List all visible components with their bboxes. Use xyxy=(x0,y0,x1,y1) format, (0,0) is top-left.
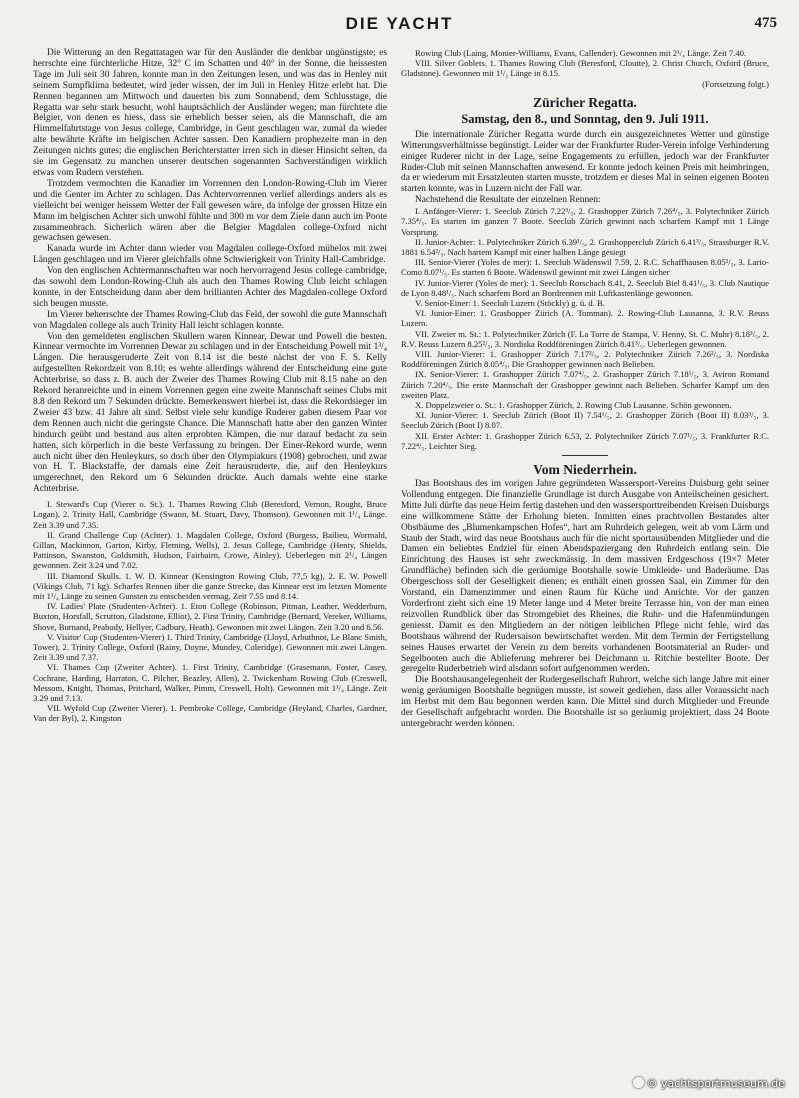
result-item: XII. Erster Achter: 1. Grashopper Zürich 6.53, 2. Polytechniker Zürich 7.07¹/₅, 3. Frankfurter R.C. 7.22⁴/₅. Leichter Sieg. xyxy=(401,430,769,451)
result-item: VI. Junior-Einer: 1. Grashopper Zürich (A. Tomman). 2. Rowing-Club Lausanna, 3. R.V. Reuss Luzern. xyxy=(401,308,769,329)
result-item: XI. Junior-Vierer: 1. Seeclub Zürich (Boot II) 7.54¹/₅, 2. Grashopper Zürich (Boot II) 8.03³/₅, 3. Seeclub Zürich (Boot I) 8.07. xyxy=(401,410,769,431)
result-item: IX. Senior-Vierer: 1. Grashopper Zürich 7.07⁴/₅, 2. Grashopper Zürich 7.18¹/₅, 3. Aviron Romand Zürich 7.20⁴/₅. Die erste Mannschaft der Grashopper gewinnt nach Belieben. Scharfer Kampf um den zweiten Platz. xyxy=(401,369,769,400)
watermark xyxy=(633,1077,785,1090)
paragraph: Im Vierer beherrschte der Thames Rowing-Club das Feld, der sowohl die gute Mannschaft von Magdalen college als auch Trinity Hall leicht schlagen konnte. xyxy=(33,309,387,331)
result-item: VII. Wyfold Cup (Zweiter Vierer). 1. Pembroke College, Cambridge (Heyland, Charles, Gardner, Van der Byl), 2. Kingston xyxy=(33,703,387,724)
paragraph: Von den gemeldeten englischen Skullern waren Kinnear, Dewar und Powell die besten. Kinnear vermochte im Vorrennen Dewar zu schlagen und in der Entscheidung Powell mit 1³/₄ Längen. Die herausgeruderte Zeit von 8.14 ist die beste nächst der von F. S. Kelly aufgestellten Rekordzeit von 8.10; es wehte allerdings während der Entscheidung eine gute Achterbrise, so dass z. B. auch der Zweier des Thames Rowing Club mit 8.15 nahe an den Rekord heranreichte und in einem Vorrennen gegen eine zweite Mannschaft seines Clubs mit 8.8 den Rekord um 7 Sekunden drückte. Bemerkenswert hierbei ist, dass die Rekordsieger im Zweier 43 bzw. 41 Jahre alt sind. Selbst viele sehr kundige Ruderer gaben diesem Paar vor dem Rennen auch nicht die geringste Chance. Die Mannschaft hatte aber den ganzen Winter hindurch geübt und bestand aus alten erprobten Kämpen, die nur darauf bedacht zu sein hatten, sich körperlich in die beste Verfassung zu bringen. Der Einer-Rekord wurde, wenn auch nicht über den Henleykurs, so doch über den Olympiakurs (1908) gebrochen, und zwar von H. T. Blackstaffe, der damals eine Zeit herausruderte, die, auf den Henleykurs umgerechnet, den Rekord um 6 Sekunden drückte. Auch damals wehte eine starke Achterbrise. xyxy=(33,331,387,495)
result-item: IV. Ladies' Plate (Studenten-Achter). 1. Eton College (Robinson, Pitman, Leather, Wedderburn, Buxton, Horsfall, Scrutton, Gladstone, Elliot), 2. First Trinity, Cambridge (Bernard, Vereker, Williams, Shove, Burnand, Peabody, Hellyer, Cadbury, Heath). Gewonnen mit zwei Längen. Zeit 3.20 und 6.56. xyxy=(33,601,387,632)
result-item: II. Grand Challenge Cup (Achter). 1. Magdalen College, Oxford (Burgess, Bailieu, Wormald, Gillan, Mackinnon, Garton, Kirby, Fleming, Wells), 2. Jesus College, Cambridge (Henty, Shields, Pattinson, Swanston, Goldsmith, Hudson, Fairbairn, Crowe, Ainley). Ueberlegen mit 2¹/₄ Längen gewonnen. Zeit 3.24 und 7.02. xyxy=(33,529,387,571)
paragraph: Kanada wurde im Achter dann wieder von Magdalen college-Oxford mühelos mit zwei Längen geschlagen und im Vierer gleichfalls ohne Schwierigkeit von Trinity Hall-Cambridge. xyxy=(33,244,387,266)
paragraph: Das Bootshaus des im vorigen Jahre gegründeten Wassersport-Vereins Duisburg geht seiner Vollendung entgegen. Die finanzielle Grundlage ist durch Ausgabe von Anteilscheinen gesichert. Mitte Juli dürfte das neue Heim fertig dastehen und den wassersporttreibenden Kreisen Duisburgs eine willkommene Stätte der Erholung bieten. Inmitten eines prachtvollen Bestandes alter Obstbäume des „Blumenkampschen Hofes“, hart am Ruhrdeich gelegen, weit ab vom Lärm und Staub der Stadt, wird das neue Bootshaus auch für die nicht sportausübenden Mitglieder und die Damen ein beliebtes Endziel für einen Abendspaziergang den Ruhrdeich entlang sein. Die Einrichtung des Hauses ist sehr zweckmässig. In dem massiven Erdgeschoss (19×7 Meter Grundfläche) befinden sich die geräumige Bootshalle sowie Umkleide- und Baderäume. Das Obergeschoss soll der Geselligkeit dienen; es enthält einen grossen Saal, ein Zimmer für den Vorstand, ein Damenzimmer und einen Raum für Küche und Anrichte. Vor der ganzen Vorderfront zieht sich eine 19 Meter lange und 4 Meter breite Terrasse hin, von der man einen reizvollen Rundblick über das Stromgebiet des Rheines, die Ruhr- und die Hafenmündungen geniesst. Damit es den Mitgliedern an der nötigen leiblichen Pflege nicht fehle, wird das Bootshaus während der Rudersaison bewirtschaftet werden. Mit dem Termin der Fertigstellung seines Hauses erwartet der Verein zu dem bereits vorhandenen Bootsmaterial an Ruder- und Segelbooten auch die Ablieferung mehrerer bei Deichmann u. Ritchie bestellter Boote. Der geregelte Ruderbetrieb wird alsdann sofort aufgenommen werden. xyxy=(401,479,769,675)
paragraph: Trotzdem vermochten die Kanadier im Vorrennen den London-Rowing-Club im Vierer und die Genter im Achter zu schlagen. Das Achtervorrennen verlief allerdings anders als es vielleicht bei weniger heissem Wetter der Fall gewesen wäre, da infolge der grossen Hitze ein Mann im belgischen Achter sich unwohl fühlte und 300 m vor dem Ziele dann auch im Poote zusammenbrach. Sicherlich wären aber die Belgier Magdalen college-Oxford nicht gewachsen gewesen. xyxy=(33,178,387,244)
right-column xyxy=(401,48,769,730)
result-item: I. Anfänger-Vierer: 1. Seeclub Zürich 7.22³/₅, 2. Grashopper Zürich 7.26⁴/₅, 3. Polytechniker Zürich 7.35⁴/₅. Es starten im ganzen 7 Boote. Seeclub Zürich gewinnt nach scharfem Kampf mit 1 Länge Vorsprung. xyxy=(401,206,769,237)
result-item: III. Diamond Skulls. 1. W. D. Kinnear (Kensington Rowing Club, 77,5 kg), 2. E. W. Powell (Vikings Club, 71 kg). Scharfes Rennen über die ganze Strecke, das Kinnear erst im letzten Momente mit 1¹/₄ Länge zu seinen Gunsten zu entscheiden vermag. Zeit 7.55 und 8.14. xyxy=(33,570,387,601)
result-item: II. Junior-Achter: 1. Polytechniker Zürich 6.39¹/₅, 2. Grashopperclub Zürich 6.41³/₅, Strassburger R.V. 1881 6.54²/₅. Nach hartem Kampf mit einer halben Länge gesiegt xyxy=(401,236,769,257)
result-item: VIII. Junior-Vierer: 1. Grashopper Zürich 7.17²/₅, 2. Polytechniker Zürich 7.26²/₅, 3. Nordiska Roddföreningen Zürich 8.05⁴/₅. Die Grashopper gewinnen nach Belieben. xyxy=(401,349,769,370)
result-item: VIII. Silver Goblets. 1. Thames Rowing Club (Beresford, Cloutte), 2. Christ Church, Oxford (Bruce, Gladstone). Gewonnen mit 1¹/₂ Länge in 8.15. xyxy=(401,58,769,79)
result-item: VII. Zweier m. St.: 1. Polytechniker Zürich (F. La Torre de Stampa, V. Henny, St. C. Muhr) 8.18³/₅, 2. R.V. Reuss Luzern 8.25²/₅, 3. Nordiska Roddföreningen Zürich 8.41³/₅. Ueberlegen gewonnen. xyxy=(401,328,769,349)
section-title-niederrhein: Vom Niederrhein. xyxy=(533,462,637,478)
result-item: V. Visitor' Cup (Studenten-Vierer) 1. Third Trinity, Cambridge (Lloyd, Arbuthnot, Le Blanc Smith, Tower), 2. Trinity College, Oxford (Rainy, Doyne, Mundey, Coleridge). Gewonnen mit zwei Längen. Zeit 3.39 und 7.37. xyxy=(33,631,387,663)
continued-note: (Fortsetzung folgt.) xyxy=(702,78,769,89)
section-subtitle-zurich: Samstag, den 8., und Sonntag, den 9. Juli 1911. xyxy=(461,111,709,126)
result-item: VI. Thames Cup (Zweiter Achter). 1. First Trinity, Cambridge (Grasemann, Foster, Casey, Cochrane, Harding, Harraton, C. Pilcher, Beazley, Allen), 2. Twickenham Rowing Club (Creswell, Messom, Knight, Thomas, Pritchard, Walker, Pimm, Creswell, Holt). Gewonnen mit 1¹/₄ Länge. Zeit 3.29 und 7.13. xyxy=(33,662,387,704)
magazine-title: DIE YACHT xyxy=(345,14,454,33)
result-item: III. Senior-Vierer (Yoles de mer): 1. Seeclub Wädenswil 7.59, 2. R.C. Schaffhausen 8.05²/₅, 3. Lario-Como 8.07¹/₅. Es starten 6 Boote. Wädenswil gewinnt mit zwei Längen sicher xyxy=(401,257,769,278)
paragraph: Von den englischen Achtermannschaften war noch hervorragend Jesus college cambridge, das sowohl dem London-Rowing-Club als auch den Thames Rowing Club leicht schlagen konnte, in der Entscheidung dann aber dem brillianten Achter des Magdalen-college Oxford sich beugen musste. xyxy=(33,266,387,309)
result-item: V. Senior-Einer: 1. Seeclub Luzern (Stöckly) g. ü. d. B. xyxy=(415,297,605,308)
result-item: IV. Junior-Vierer (Yoles de mer): 1. Seeclub Rorschach 8.41, 2. Seeclub Biel 8.41¹/₅, 3. Club Nautique de Lyon 8.48¹/₅. Nach scharfem Bord an Bordrennen mit Luftkastenlänge gewonnen. xyxy=(401,277,769,298)
page-number: 475 xyxy=(754,15,777,31)
paragraph: Nachstehend die Resultate der einzelnen Rennen: xyxy=(415,195,601,206)
left-column xyxy=(33,48,387,724)
copyright-icon xyxy=(633,1077,644,1088)
section-title-zurich: Züricher Regatta. xyxy=(533,94,637,110)
result-item: I. Steward's Cup (Vierer o. St.). 1. Thames Rowing Club (Beresford, Vernon, Rought, Bruce Logan), 2. Trinity Hall, Cambridge (Swann, M. Stuart, Davy, Thomson). Gewonnen mit 1¹/₄ Länge. Zeit 3.39 und 7.35. xyxy=(33,499,387,530)
result-item: Rowing Club (Laing, Monier-Williams, Evans, Callender). Gewonnen mit 2¹/₄ Länge. Zeit 7.40. xyxy=(415,48,747,58)
paragraph: Die Bootshausangelegenheit der Rudergesellschaft Ruhrort, welche sich lange Jahre mit einer wenig geräumigen Bootshalle begnügen musste, ist soweit gediehen, dass aller Voraussicht nach im Herbst mit dem Bau begonnen werden kann. Die Mittel sind durch Mitglieder und Freunde der Gesellschaft aufgebracht worden. Die Bootshalle ist so geräumig projektiert, dass 24 Boote untergebracht werden können. xyxy=(401,675,769,729)
watermark-text: © yachtsportmuseum.de xyxy=(646,1077,785,1090)
page-header xyxy=(0,14,799,40)
paragraph: Die Witterung an den Regattatagen war für den Ausländer die denkbar ungünstigste; es herrschte eine fürchterliche Hitze, 32° C im Schatten und 40° in der Sonne, die heissesten Tage im Juli seit 30 Jahren, konnte man in den Zeitungen lesen, und was das in Henley mit seinem Sumpfklima bedeutet, wird jeder wissen, der im Juli in Henley Hitze erlebt hat. Die Rennen begannen am Mittwoch und dauerten bis zum Sonnabend, dem Schlusstage, die Regatta war sehr stark besucht, wohl hauptsächlich der Ausländer wegen; man fürchtete die Belgier, von denen es hiess, dass sie erheblich besser seien, als die Mannschaft, die am Himmelfahrtstage von Jesus college, Cambridge, in Gent geschlagen war, zumal da wieder alte bewährte Kräfte im belgischen Achter sassen. Den Kanadiern prophezeite man in den Zeitungen nichts gutes; die englischen Berichterstatter irren sich in dieser Hinsicht selten, da sie im Gegensatz zu manchen unserer deutschen sogenannten Sachverständigen wirklich etwas vom Rudern verstehen. xyxy=(33,48,387,178)
result-item: X. Doppelzweier o. St.: 1. Grashopper Zürich, 2. Rowing Club Lausanne. Schön gewonnen. xyxy=(415,400,732,411)
paragraph: Die internationale Züricher Regatta wurde durch ein ausgezeichnetes Wetter und günstige Witterungsverhältnisse begünstigt. Leider war der Frankfurter Ruder-Verein infolge Verhinderung einiger Ruderer nicht in der Lage, seine Engagements zu erfüllen, jedoch war der Frankfurter Ruder-Club mit seinen Mannschaften anwesend. Er konnte jedoch keinen Preis mit heimbringen, da er wiederum mit Ersatzleuten starten musste, trotzdem er dieses Mal in seinen eigenen Booten starten konnte, was in Luzern nicht der Fall war. xyxy=(401,129,769,195)
section-divider xyxy=(562,455,608,456)
